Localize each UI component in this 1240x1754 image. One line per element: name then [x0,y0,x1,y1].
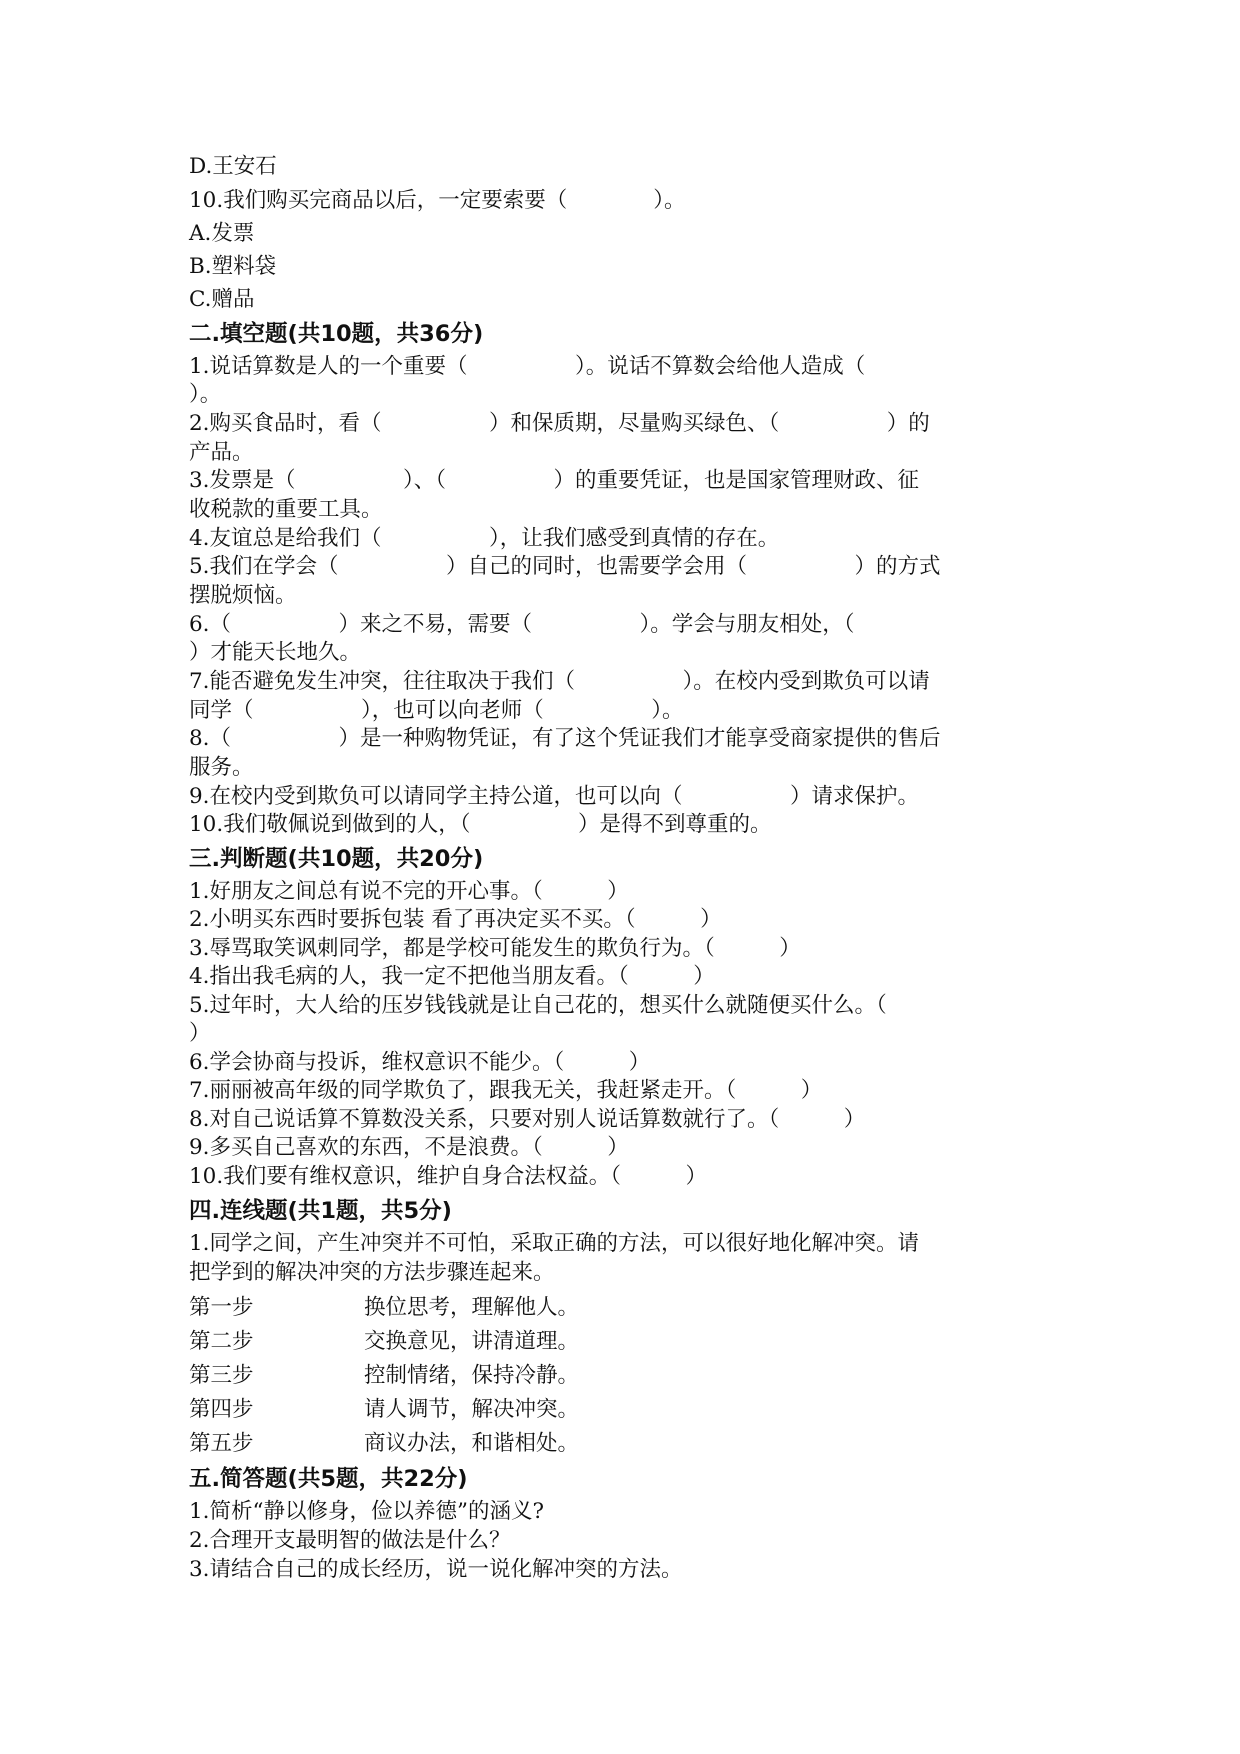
question-line: 3.辱骂取笑讽刺同学，都是学校可能发生的欺负行为。（ ） [189,936,801,961]
choice-option: D.王安石 [189,154,277,179]
section-heading-matching: 四.连线题(共1题，共5分) [189,1198,452,1224]
choice-option: B.塑料袋 [189,254,277,279]
question-line: 6.（ ）来之不易，需要（ ）。学会与朋友相处，（ [189,612,855,637]
question-line: 10.我们要有维权意识，维护自身合法权益。（ ） [189,1164,707,1189]
question-line: 10.我们敬佩说到做到的人，（ ）是得不到尊重的。 [189,812,772,837]
question-line: 2.小明买东西时要拆包装 看了再决定买不买。（ ） [189,907,722,932]
choice-option: C.赠品 [189,287,255,312]
question-line: 产品。 [189,440,254,465]
question-line: 服务。 [189,755,254,780]
question-line: 1.说话算数是人的一个重要（ ）。说话不算数会给他人造成（ [189,354,866,379]
matching-step: 第四步 [189,1397,254,1422]
question-line: 2.合理开支最明智的做法是什么？ [189,1528,511,1553]
question-line: 摆脱烦恼。 [189,583,297,608]
section-heading-short-answer: 五.简答题(共5题，共22分) [189,1466,468,1492]
matching-step: 第一步 [189,1295,254,1320]
section-heading-fill-in: 二.填空题(共10题，共36分) [189,321,484,347]
question-line: 4.指出我毛病的人，我一定不把他当朋友看。（ ） [189,964,715,989]
question-line: ） [189,1021,211,1046]
matching-option: 交换意见，讲清道理。 [364,1329,580,1354]
matching-step: 第二步 [189,1329,254,1354]
matching-step: 第三步 [189,1363,254,1388]
question-line: 9.在校内受到欺负可以请同学主持公道，也可以向（ ）请求保护。 [189,784,920,809]
question-line: 5.过年时，大人给的压岁钱钱就是让自己花的，想买什么就随便买什么。（ [189,993,887,1018]
matching-option: 控制情绪，保持冷静。 [364,1363,580,1388]
choice-option: A.发票 [189,221,255,246]
question-10: 10.我们购买完商品以后，一定要索要（ ）。 [189,188,686,213]
question-line: 收税款的重要工具。 [189,497,383,522]
question-line: 5.我们在学会（ ）自己的同时，也需要学会用（ ）的方式 [189,554,941,579]
question-line: 7.能否避免发生冲突，往往取决于我们（ ）。在校内受到欺负可以请 [189,669,930,694]
question-line: 1.同学之间，产生冲突并不可怕，采取正确的方法，可以很好地化解冲突。请 [189,1231,920,1256]
question-line: 7.丽丽被高年级的同学欺负了，跟我无关，我赶紧走开。（ ） [189,1078,823,1103]
question-line: 6.学会协商与投诉，维权意识不能少。（ ） [189,1050,651,1075]
question-line: 3.发票是（ ）、（ ）的重要凭证，也是国家管理财政、征 [189,468,920,493]
question-line: ）。 [189,382,222,407]
question-line: 3.请结合自己的成长经历，说一说化解冲突的方法。 [189,1557,683,1582]
question-line: 2.购买食品时，看（ ）和保质期，尽量购买绿色、（ ）的 [189,411,930,436]
section-heading-true-false: 三.判断题(共10题，共20分) [189,846,484,872]
question-line: 8.对自己说话算不算数没关系，只要对别人说话算数就行了。（ ） [189,1107,866,1132]
question-line: 1.好朋友之间总有说不完的开心事。（ ） [189,879,629,904]
question-line: 8.（ ）是一种购物凭证，有了这个凭证我们才能享受商家提供的售后 [189,726,941,751]
matching-step: 第五步 [189,1431,254,1456]
question-line: ）才能天长地久。 [189,640,362,665]
matching-option: 请人调节，解决冲突。 [364,1397,580,1422]
question-line: 4.友谊总是给我们（ ），让我们感受到真情的存在。 [189,526,780,551]
question-line: 同学（ ），也可以向老师（ ）。 [189,698,684,723]
question-line: 1.简析“静以修身，俭以养德”的涵义? [189,1499,545,1524]
matching-option: 商议办法，和谐相处。 [364,1431,580,1456]
question-line: 把学到的解决冲突的方法步骤连起来。 [189,1260,555,1285]
matching-option: 换位思考，理解他人。 [364,1295,580,1320]
question-line: 9.多买自己喜欢的东西，不是浪费。（ ） [189,1135,629,1160]
